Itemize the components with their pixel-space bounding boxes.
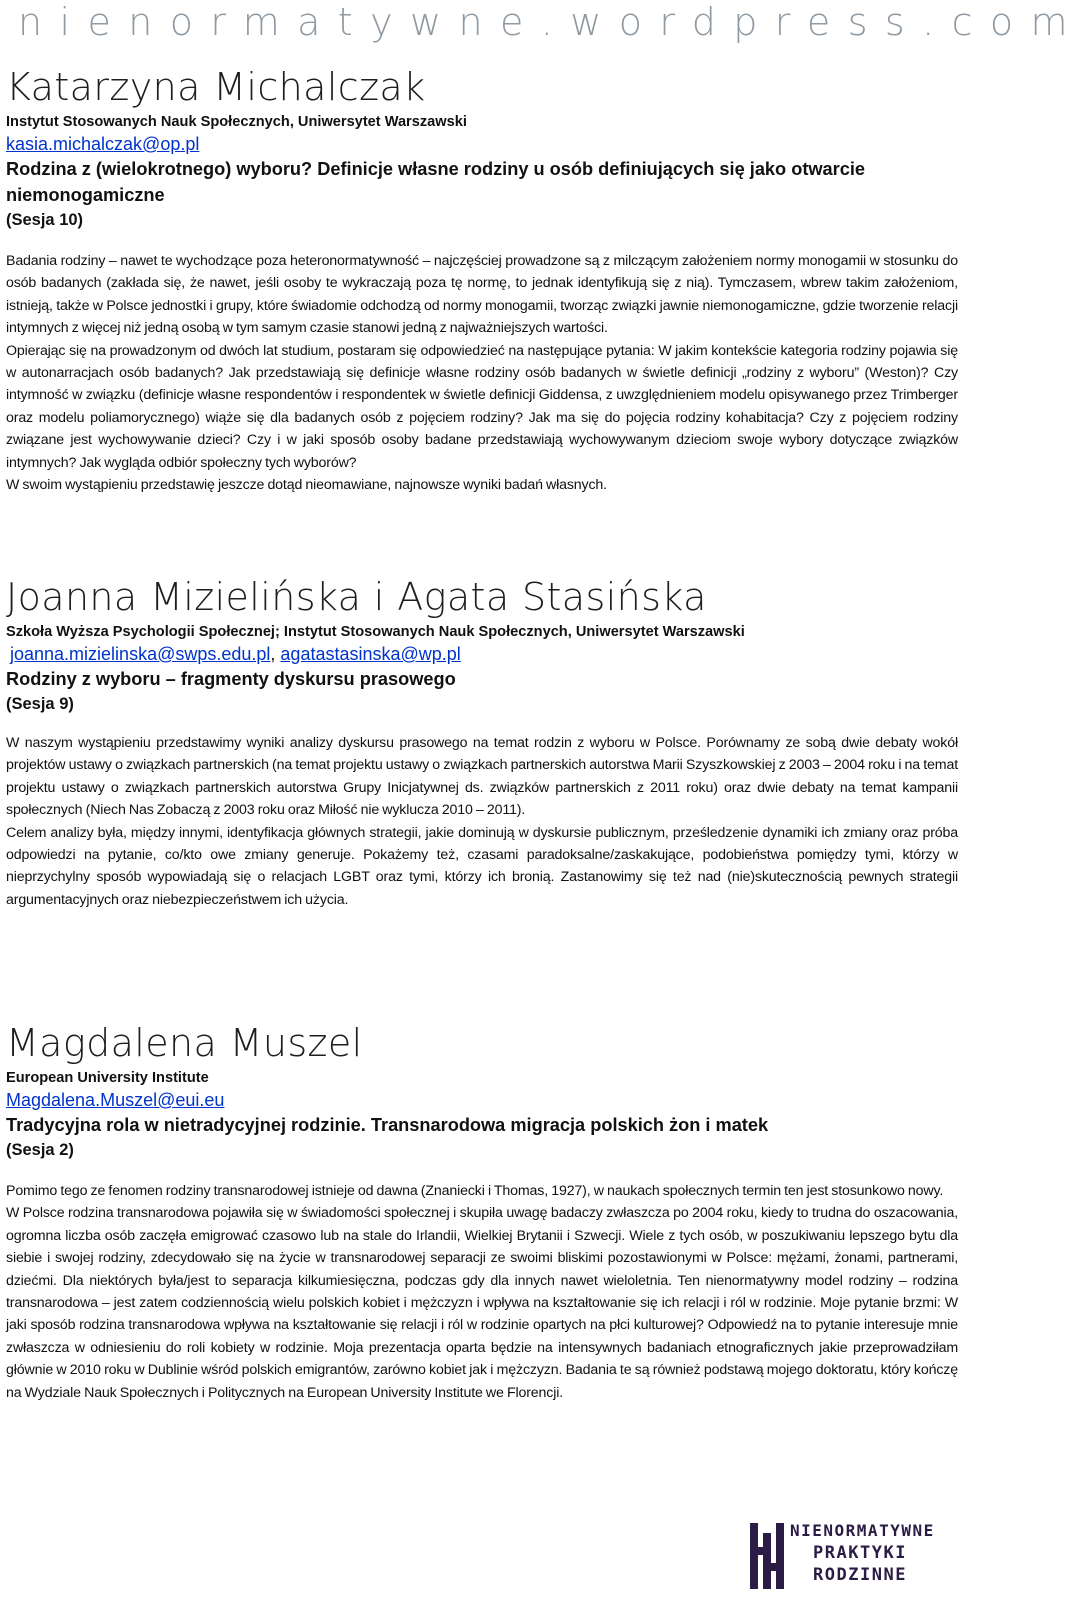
- email-line: [6, 642, 958, 666]
- email-link[interactable]: kasia.michalczak@op.pl: [6, 134, 200, 154]
- site-banner: nienormatywne.wordpress.com: [18, 0, 1085, 44]
- talk-title: Rodzina z (wielokrotnego) wyboru? Definicje własne rodziny u osób definiujących się jako otwarcie niemonogamiczne: [6, 159, 866, 205]
- email-link[interactable]: agatastasinska@wp.pl: [280, 644, 461, 664]
- email-line: [6, 132, 958, 156]
- logo-text: [790, 1520, 935, 1586]
- session-label: (Sesja 2): [6, 1141, 74, 1159]
- institution: Instytut Stosowanych Nauk Społecznych, Uniwersytet Warszawski: [6, 114, 467, 130]
- abstract-entry-1: [6, 66, 958, 496]
- email-link[interactable]: joanna.mizielinska@swps.edu.pl: [10, 644, 271, 664]
- abstract-body: [6, 250, 958, 496]
- nienormatywne-praktyki-logo: [750, 1520, 935, 1592]
- logo-line: PRAKTYKI: [813, 1543, 907, 1563]
- author-name: Katarzyna Michalczak: [6, 65, 426, 109]
- email-link[interactable]: Magdalena.Muszel@eui.eu: [6, 1090, 225, 1110]
- talk-title: Tradycyjna rola w nietradycyjnej rodzinie. Transnarodowa migracja polskich żon i matek: [6, 1115, 769, 1135]
- paragraph: Celem analizy była, między innymi, identyfikacja głównych strategii, jakie dominują w dyskursie publicznym, prześledzenie dynamiki ich zmiany oraz próba odpowiedzi na pytanie, co/kto owe zmiany generuje. Pokażemy też, czasami paradoksalne/zaskakujące, podobieństwa pomiędzy tymi, którzy w nieprzychylny sposób wypowiadają się o relacjach LGBT oraz tymi, którzy ich bronią. Zastanowimy się też nad (nie)skutecznością pewnych strategii argumentacyjnych oraz niebezpieczeństwem ich użycia.: [6, 824, 958, 908]
- talk-title: Rodziny z wyboru – fragmenty dyskursu prasowego: [6, 669, 456, 689]
- logo-line: RODZINNE: [813, 1565, 907, 1585]
- paragraph: W Polsce rodzina transnarodowa pojawiła się w świadomości społecznej i skupiła uwagę badaczy zwłaszcza po 2004 roku, kiedy to trudna do oszacowania, ogromna liczba osób zaczęła emigrować czasowo lub na stale do Irlandii, Wielkiej Brytanii i Szwecji. Wiele z tych osób, w poszukiwaniu lepszego bytu dla siebie i swojej rodziny, zdecydowało się na życie w transnarodowej separacji ze swoimi bliskimi pozostawionymi w Polsce: mężami, żonami, partnerami, dziećmi. Dla niektórych była/jest to separacja kilkumiesięczna, podczas gdy dla innych nawet wieloletnia. Ten nienormatywny model rodziny – rodzina transnarodowa – jest zatem codziennością wielu polskich kobiet i mężczyzn i wpływa na kształtowanie się ich relacji i ról w rodzinie. Moje pytanie brzmi: W jaki sposób rodzina transnarodowa wpływa na kształtowanie się relacji i ról w rodzinie opartych na płci kulturowej? Odpowiedź na to pytanie interesuje mnie zwłaszcza w odniesieniu do roli kobiety w rodzinie. Moja prezentacja oparta będzie na intensywnych badaniach etnograficznych jakie przeprowadziłam głównie w 2010 roku w Dublinie wśród polskich emigrantów, zarówno kobiet jak i mężczyzn. Badania te są również podstawą mojego doktoratu, który kończę na Wydziale Nauk Społecznych i Politycznych na European University Institute we Florencji.: [6, 1205, 958, 1401]
- session-label: (Sesja 9): [6, 695, 74, 713]
- logo-mark-icon: [750, 1523, 784, 1589]
- institution: European University Institute: [6, 1070, 209, 1086]
- email-line: [6, 1088, 958, 1112]
- abstract-body: [6, 732, 958, 911]
- author-name: Magdalena Muszel: [6, 1021, 363, 1065]
- paragraph: W naszym wystąpieniu przedstawimy wyniki analizy dyskursu prasowego na temat rodzin z wyboru w Polsce. Porównamy ze sobą dwie debaty wokół projektów ustawy o związkach partnerskich (na temat projektu ustawy o związkach partnerskich autorstwa Marii Szyszkowskiej z 2003 – 2004 roku i na temat projektu ustawy o związkach partnerskich autorstwa Grupy Inicjatywnej ds. związków partnerskich z 2011 roku) oraz dwie debaty na temat kampanii społecznych (Niech Nas Zobaczą z 2003 roku oraz Miłość nie wyklucza 2010 – 2011).: [6, 735, 958, 819]
- abstract-entry-2: [6, 576, 958, 911]
- logo-line: NIENORMATYWNE: [790, 1521, 935, 1540]
- paragraph: Pomimo tego ze fenomen rodziny transnarodowej istnieje od dawna (Znaniecki i Thomas, 1927), w naukach społecznych termin ten jest stosunkowo nowy.: [6, 1183, 944, 1199]
- paragraph: W swoim wystąpieniu przedstawię jeszcze dotąd nieomawiane, najnowsze wyniki badań własnych.: [6, 477, 607, 494]
- paragraph: Opierając się na prowadzonym od dwóch lat studium, postaram się odpowiedzieć na następujące pytania: W jakim kontekście kategoria rodziny pojawia się w autonarracjach osób badanych? Jak przedstawiają się definicje własne rodziny osób badanych w świetle definicji „rodziny z wyboru” (Weston)? Czy intymność w związku (definicje własne respondentów i respondentek w świetle definicji Giddensa, z uwzględnieniem modelu opisywanego przez Trimberger oraz modelu poliamorycznego) wiąże się dla badanych osób z pojęciem rodziny? Jak ma się do pojęcia rodziny kohabitacja? Czy z pojęciem rodziny związane jest wychowywanie dzieci? Czy i w jaki sposób osoby badane przedstawiają wychowywanym dzieciom swoje wybory dotyczące związków intymnych? Jak wygląda odbiór społeczny tych wyborów?: [6, 342, 958, 471]
- session-label: (Sesja 10): [6, 211, 84, 229]
- abstract-body: [6, 1180, 958, 1404]
- email-separator: ,: [270, 644, 281, 664]
- author-name: Joanna Mizielińska i Agata Stasińska: [6, 575, 707, 619]
- abstract-entry-3: [6, 1022, 958, 1404]
- institution: Szkoła Wyższa Psychologii Społecznej; Instytut Stosowanych Nauk Społecznych, Uniwersytet Warszawski: [6, 624, 745, 640]
- paragraph: Badania rodziny – nawet te wychodzące poza heteronormatywność – najczęściej prowadzone są z milczącym założeniem normy monogamii w stosunku do osób badanych (zakłada się, że nawet, jeśli osoby te wykraczają poza tę normę, to jednak identyfikują się z nią). Tymczasem, wbrew takim założeniom, istnieją, także w Polsce jednostki i grupy, które świadomie odchodzą od normy monogamii, tworząc związki jawnie niemonogamiczne, gdzie tworzenie relacji intymnych z więcej niż jedną osobą w tym samym czasie stanowi jedną z najważniejszych wartości.: [6, 253, 958, 337]
